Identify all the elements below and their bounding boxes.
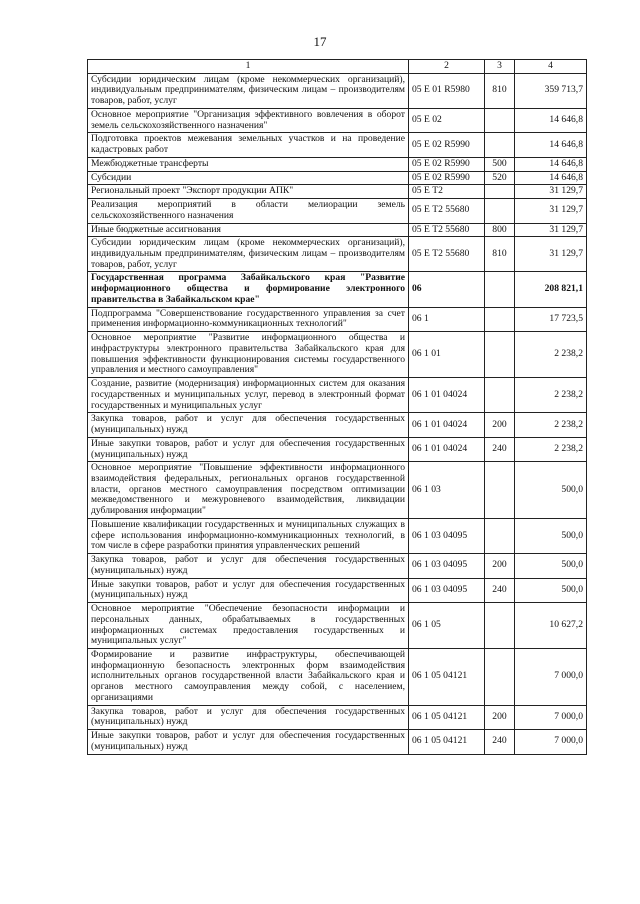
row-code-cell: 06 1 01 04024 bbox=[409, 437, 485, 461]
row-name-cell: Реализация мероприятий в области мелиорации земель сельскохозяйственного назначения bbox=[88, 199, 409, 223]
row-code-cell: 06 1 01 04024 bbox=[409, 378, 485, 413]
row-type-cell bbox=[485, 518, 515, 553]
row-name-cell: Основное мероприятие "Развитие информационного общества и инфраструктуры электронного правительства Забайкальского края для повышения эффективности функционирования системы государственного управления и местного самоуправления" bbox=[88, 332, 409, 378]
table-row bbox=[88, 272, 587, 307]
row-type-cell bbox=[485, 462, 515, 519]
row-sum-cell: 31 129,7 bbox=[515, 185, 587, 199]
row-sum-cell: 2 238,2 bbox=[515, 413, 587, 437]
row-sum-cell: 2 238,2 bbox=[515, 378, 587, 413]
table-row bbox=[88, 223, 587, 237]
row-code-cell: 06 1 05 04121 bbox=[409, 648, 485, 705]
header-column-sum: 4 bbox=[515, 60, 587, 74]
row-type-cell bbox=[485, 307, 515, 331]
page-number: 17 bbox=[313, 34, 327, 49]
row-name-cell: Государственная программа Забайкальского края "Развитие информационного общества и формирование электронного правительства в Забайкальском крае" bbox=[88, 272, 409, 307]
row-code-cell: 06 1 03 04095 bbox=[409, 518, 485, 553]
row-type-cell: 800 bbox=[485, 223, 515, 237]
row-type-cell: 240 bbox=[485, 730, 515, 754]
row-name-cell: Закупка товаров, работ и услуг для обеспечения государственных (муниципальных) нужд bbox=[88, 413, 409, 437]
table-row bbox=[88, 237, 587, 272]
table-row bbox=[88, 648, 587, 705]
row-type-cell bbox=[485, 332, 515, 378]
row-type-cell: 810 bbox=[485, 73, 515, 108]
row-code-cell: 05 Е 01 R5980 bbox=[409, 73, 485, 108]
row-code-cell: 06 1 01 bbox=[409, 332, 485, 378]
row-name-cell: Иные закупки товаров, работ и услуг для обеспечения государственных (муниципальных) нужд bbox=[88, 578, 409, 602]
table-row bbox=[88, 518, 587, 553]
row-sum-cell: 17 723,5 bbox=[515, 307, 587, 331]
row-code-cell: 05 Е 02 R5990 bbox=[409, 157, 485, 171]
row-name-cell: Подготовка проектов межевания земельных участков и на проведение кадастровых работ bbox=[88, 133, 409, 157]
row-type-cell bbox=[485, 378, 515, 413]
row-sum-cell: 500,0 bbox=[515, 462, 587, 519]
row-sum-cell: 31 129,7 bbox=[515, 237, 587, 272]
table-row bbox=[88, 307, 587, 331]
row-code-cell: 06 1 03 04095 bbox=[409, 578, 485, 602]
row-type-cell bbox=[485, 272, 515, 307]
row-sum-cell: 500,0 bbox=[515, 518, 587, 553]
table-row bbox=[88, 437, 587, 461]
row-code-cell: 06 1 05 04121 bbox=[409, 730, 485, 754]
row-type-cell bbox=[485, 133, 515, 157]
header-column-name: 1 bbox=[88, 60, 409, 74]
row-code-cell: 06 1 01 04024 bbox=[409, 413, 485, 437]
table-row bbox=[88, 73, 587, 108]
row-sum-cell: 7 000,0 bbox=[515, 705, 587, 729]
row-code-cell: 05 Е 02 R5990 bbox=[409, 171, 485, 185]
row-sum-cell: 7 000,0 bbox=[515, 730, 587, 754]
table-row bbox=[88, 554, 587, 578]
row-sum-cell: 2 238,2 bbox=[515, 437, 587, 461]
row-name-cell: Закупка товаров, работ и услуг для обеспечения государственных (муниципальных) нужд bbox=[88, 554, 409, 578]
table-row bbox=[88, 603, 587, 649]
row-name-cell: Иные бюджетные ассигнования bbox=[88, 223, 409, 237]
row-name-cell: Межбюджетные трансферты bbox=[88, 157, 409, 171]
row-sum-cell: 14 646,8 bbox=[515, 171, 587, 185]
header-column-code: 2 bbox=[409, 60, 485, 74]
row-name-cell: Подпрограмма "Совершенствование государственного управления за счет применения информационно-коммуникационных технологий" bbox=[88, 307, 409, 331]
row-name-cell: Основное мероприятие "Повышение эффективности информационного взаимодействия федеральных, региональных органов государственной власти, органов местного самоуправления посредством оптимизации межведомственного и межуровневого взаимодействия, ликвидации дублирования информации" bbox=[88, 462, 409, 519]
table-row bbox=[88, 578, 587, 602]
row-name-cell: Региональный проект "Экспорт продукции АПК" bbox=[88, 185, 409, 199]
row-code-cell: 05 Е Т2 55680 bbox=[409, 199, 485, 223]
row-code-cell: 06 1 bbox=[409, 307, 485, 331]
table-row bbox=[88, 199, 587, 223]
table-row bbox=[88, 730, 587, 754]
table-row bbox=[88, 332, 587, 378]
row-type-cell: 810 bbox=[485, 237, 515, 272]
row-type-cell bbox=[485, 108, 515, 132]
row-type-cell bbox=[485, 185, 515, 199]
row-name-cell: Закупка товаров, работ и услуг для обеспечения государственных (муниципальных) нужд bbox=[88, 705, 409, 729]
row-name-cell: Основное мероприятие "Обеспечение безопасности информации и персональных данных, обрабатываемых в государственных информационных системах предоставления государственных и муниципальных услуг" bbox=[88, 603, 409, 649]
row-code-cell: 06 1 03 04095 bbox=[409, 554, 485, 578]
table-row bbox=[88, 157, 587, 171]
table-row bbox=[88, 108, 587, 132]
table-row bbox=[88, 133, 587, 157]
row-type-cell: 240 bbox=[485, 578, 515, 602]
row-type-cell: 200 bbox=[485, 705, 515, 729]
row-name-cell: Субсидии юридическим лицам (кроме некоммерческих организаций), индивидуальным предпринимателям, физическим лицам – производителям товаров, работ, услуг bbox=[88, 237, 409, 272]
row-name-cell: Субсидии юридическим лицам (кроме некоммерческих организаций), индивидуальным предпринимателям, физическим лицам – производителям товаров, работ, услуг bbox=[88, 73, 409, 108]
budget-table bbox=[87, 59, 587, 755]
row-code-cell: 05 Е Т2 bbox=[409, 185, 485, 199]
table-row bbox=[88, 462, 587, 519]
row-type-cell: 500 bbox=[485, 157, 515, 171]
row-name-cell: Повышение квалификации государственных и муниципальных служащих в сфере использования информационно-коммуникационных технологий, в том числе в сфере разработки принятия управленческих решений bbox=[88, 518, 409, 553]
row-sum-cell: 14 646,8 bbox=[515, 157, 587, 171]
row-sum-cell: 14 646,8 bbox=[515, 133, 587, 157]
row-type-cell bbox=[485, 648, 515, 705]
row-sum-cell: 208 821,1 bbox=[515, 272, 587, 307]
row-type-cell: 520 bbox=[485, 171, 515, 185]
row-sum-cell: 500,0 bbox=[515, 554, 587, 578]
table-row bbox=[88, 185, 587, 199]
row-code-cell: 05 Е Т2 55680 bbox=[409, 237, 485, 272]
header-column-type: 3 bbox=[485, 60, 515, 74]
row-type-cell bbox=[485, 603, 515, 649]
row-type-cell: 200 bbox=[485, 413, 515, 437]
row-sum-cell: 500,0 bbox=[515, 578, 587, 602]
row-code-cell: 06 1 05 04121 bbox=[409, 705, 485, 729]
row-type-cell: 200 bbox=[485, 554, 515, 578]
table-row bbox=[88, 171, 587, 185]
row-name-cell: Субсидии bbox=[88, 171, 409, 185]
row-code-cell: 06 1 05 bbox=[409, 603, 485, 649]
table-header-row bbox=[88, 60, 587, 74]
row-sum-cell: 10 627,2 bbox=[515, 603, 587, 649]
row-sum-cell: 359 713,7 bbox=[515, 73, 587, 108]
row-sum-cell: 31 129,7 bbox=[515, 199, 587, 223]
row-name-cell: Основное мероприятие "Организация эффективного вовлечения в оборот земель сельскохозяйственного назначения" bbox=[88, 108, 409, 132]
row-name-cell: Формирование и развитие инфраструктуры, обеспечивающей информационную безопасность электронных форм взаимодействия исполнительных органов государственной власти Забайкальского края и органов местного самоуправления между собой, с населением, организациями bbox=[88, 648, 409, 705]
row-type-cell: 240 bbox=[485, 437, 515, 461]
row-code-cell: 06 bbox=[409, 272, 485, 307]
table-row bbox=[88, 413, 587, 437]
table-row bbox=[88, 705, 587, 729]
row-sum-cell: 14 646,8 bbox=[515, 108, 587, 132]
row-code-cell: 05 Е 02 R5990 bbox=[409, 133, 485, 157]
row-name-cell: Иные закупки товаров, работ и услуг для обеспечения государственных (муниципальных) нужд bbox=[88, 730, 409, 754]
row-sum-cell: 31 129,7 bbox=[515, 223, 587, 237]
row-code-cell: 05 Е 02 bbox=[409, 108, 485, 132]
row-name-cell: Иные закупки товаров, работ и услуг для обеспечения государственных (муниципальных) нужд bbox=[88, 437, 409, 461]
row-code-cell: 06 1 03 bbox=[409, 462, 485, 519]
row-name-cell: Создание, развитие (модернизация) информационных систем для оказания государственных и муниципальных услуг, перевод в электронный формат государственных и муниципальных услуг bbox=[88, 378, 409, 413]
row-sum-cell: 2 238,2 bbox=[515, 332, 587, 378]
table-row bbox=[88, 378, 587, 413]
row-sum-cell: 7 000,0 bbox=[515, 648, 587, 705]
row-type-cell bbox=[485, 199, 515, 223]
row-code-cell: 05 Е Т2 55680 bbox=[409, 223, 485, 237]
